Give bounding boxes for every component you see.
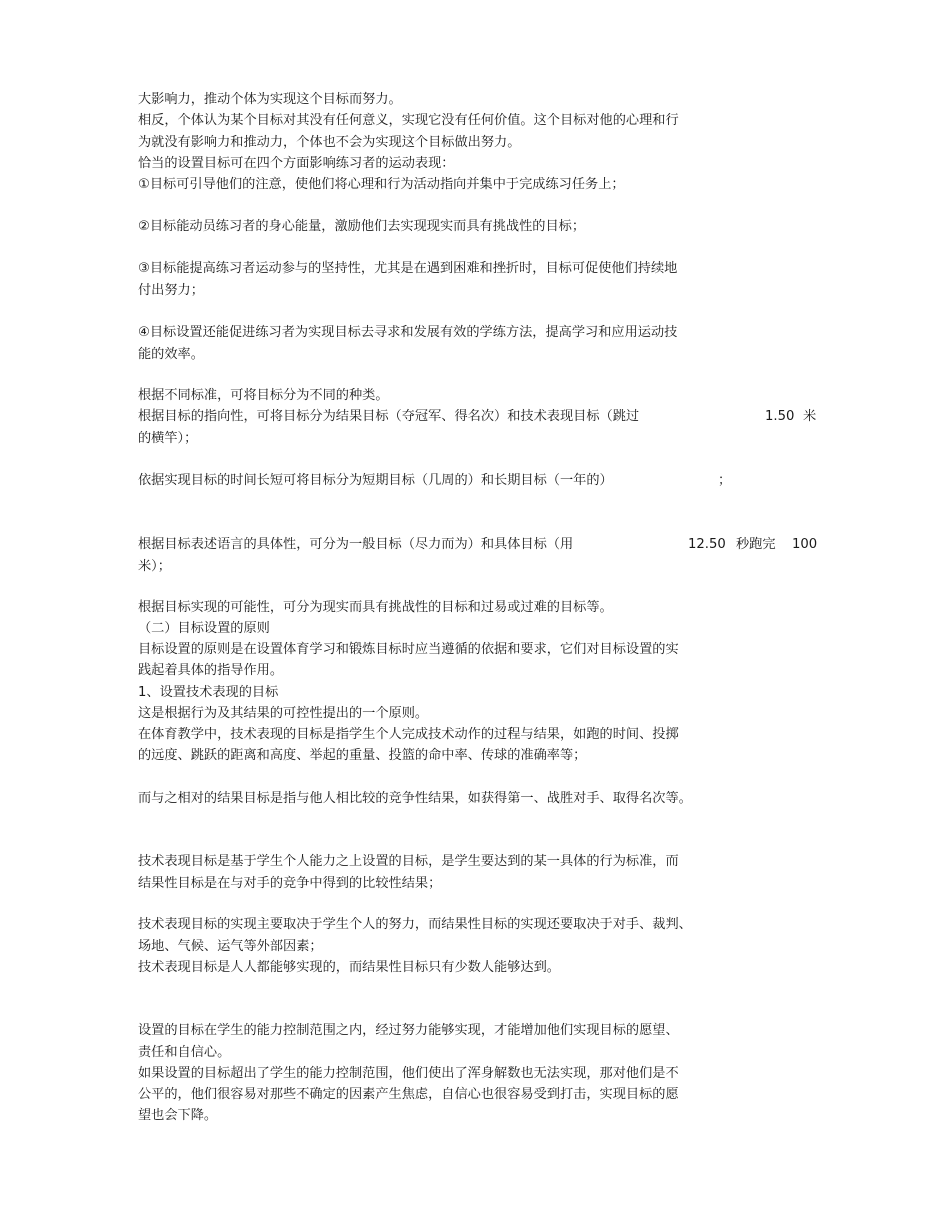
text-line: 根据目标的指向性，可将目标分为结果目标（夺冠军、得名次）和技术表现目标（跳过 bbox=[138, 409, 640, 424]
text-line: 设置的目标在学生的能力控制范围之内，经过努力能够实现，才能增加他们实现目标的愿望、 bbox=[138, 1023, 679, 1038]
text-line: 践起着具体的指导作用。 bbox=[138, 663, 284, 678]
text-line: ①目标可引导他们的注意，使他们将心理和行为活动指向并集中于完成练习任务上； bbox=[138, 177, 625, 192]
text-line: ③目标能提高练习者运动参与的坚持性，尤其是在遇到困难和挫折时，目标可促使他们持续地 bbox=[138, 261, 678, 276]
text-fragment: 秒跑完 bbox=[736, 537, 776, 552]
text-line: 技术表现目标是人人都能够实现的，而结果性目标只有少数人能够达到。 bbox=[138, 960, 560, 975]
text-fragment: 1.50 bbox=[765, 409, 795, 424]
text-line: （二）目标设置的原则 bbox=[138, 621, 270, 636]
text-line: 的远度、跳跃的距离和高度、举起的重量、投篮的命中率、传球的准确率等； bbox=[138, 748, 587, 763]
text-line: 大影响力，推动个体为实现这个目标而努力。 bbox=[138, 92, 402, 107]
text-line: 依据实现目标的时间长短可将目标分为短期目标（几周的）和长期目标（一年的） bbox=[138, 473, 613, 488]
text-line: ②目标能动员练习者的身心能量，激励他们去实现现实而具有挑战性的目标； bbox=[138, 219, 586, 234]
text-line: 在体育教学中，技术表现的目标是指学生个人完成技术动作的过程与结果，如跑的时间、投掷 bbox=[138, 727, 679, 742]
text-line: 的横竿）； bbox=[138, 431, 198, 446]
text-line: 场地、气候、运气等外部因素； bbox=[138, 939, 323, 954]
text-line: 为就没有影响力和推动力，个体也不会为实现这个目标做出努力。 bbox=[138, 135, 521, 150]
text-line: 能的效率。 bbox=[138, 347, 204, 362]
text-line: 目标设置的原则是在设置体育学习和锻炼目标时应当遵循的依据和要求，它们对目标设置的实 bbox=[138, 642, 679, 657]
text-line: ④目标设置还能促进练习者为实现目标去寻求和发展有效的学练方法，提高学习和应用运动技 bbox=[138, 325, 678, 340]
text-fragment: 12.50 bbox=[688, 537, 726, 552]
text-line: 米）； bbox=[138, 559, 171, 574]
text-line: 根据目标表述语言的具体性，可分为一般目标（尽力而为）和具体目标（用 bbox=[138, 537, 574, 552]
text-line: 这是根据行为及其结果的可控性提出的一个原则。 bbox=[138, 706, 429, 721]
text-line: 结果性目标是在与对手的竞争中得到的比较性结果； bbox=[138, 876, 442, 891]
text-line: 公平的，他们很容易对那些不确定的因素产生焦虑，自信心也很容易受到打击，实现目标的愿 bbox=[138, 1087, 679, 1102]
text-fragment: 100 bbox=[792, 537, 818, 552]
text-line: 相反，个体认为某个目标对其没有任何意义，实现它没有任何价值。这个目标对他的心理和行 bbox=[138, 113, 679, 128]
text-line: 根据不同标准，可将目标分为不同的种类。 bbox=[138, 388, 389, 403]
text-line: 技术表现目标的实现主要取决于学生个人的努力，而结果性目标的实现还要取决于对手、裁判、 bbox=[138, 917, 692, 932]
text-line: 望也会下降。 bbox=[138, 1108, 218, 1123]
text-line: 恰当的设置目标可在四个方面影响练习者的运动表现： bbox=[138, 156, 455, 171]
text-line: 技术表现目标是基于学生个人能力之上设置的目标，是学生要达到的某一具体的行为标准，而 bbox=[138, 854, 679, 869]
text-line: 根据目标实现的可能性，可分为现实而具有挑战性的目标和过易或过难的目标等。 bbox=[138, 600, 613, 615]
text-line: 而与之相对的结果目标是指与他人相比较的竞争性结果，如获得第一、战胜对手、取得名次等。 bbox=[138, 791, 692, 806]
text-line: 责任和自信心。 bbox=[138, 1045, 231, 1060]
text-line: 付出努力； bbox=[138, 283, 204, 298]
text-line: 如果设置的目标超出了学生的能力控制范围，他们使出了浑身解数也无法实现，那对他们是不 bbox=[138, 1066, 679, 1081]
text-fragment: 米 bbox=[803, 409, 817, 424]
text-fragment: ； bbox=[718, 473, 732, 488]
text-line: 1、设置技术表现的目标 bbox=[138, 685, 279, 700]
